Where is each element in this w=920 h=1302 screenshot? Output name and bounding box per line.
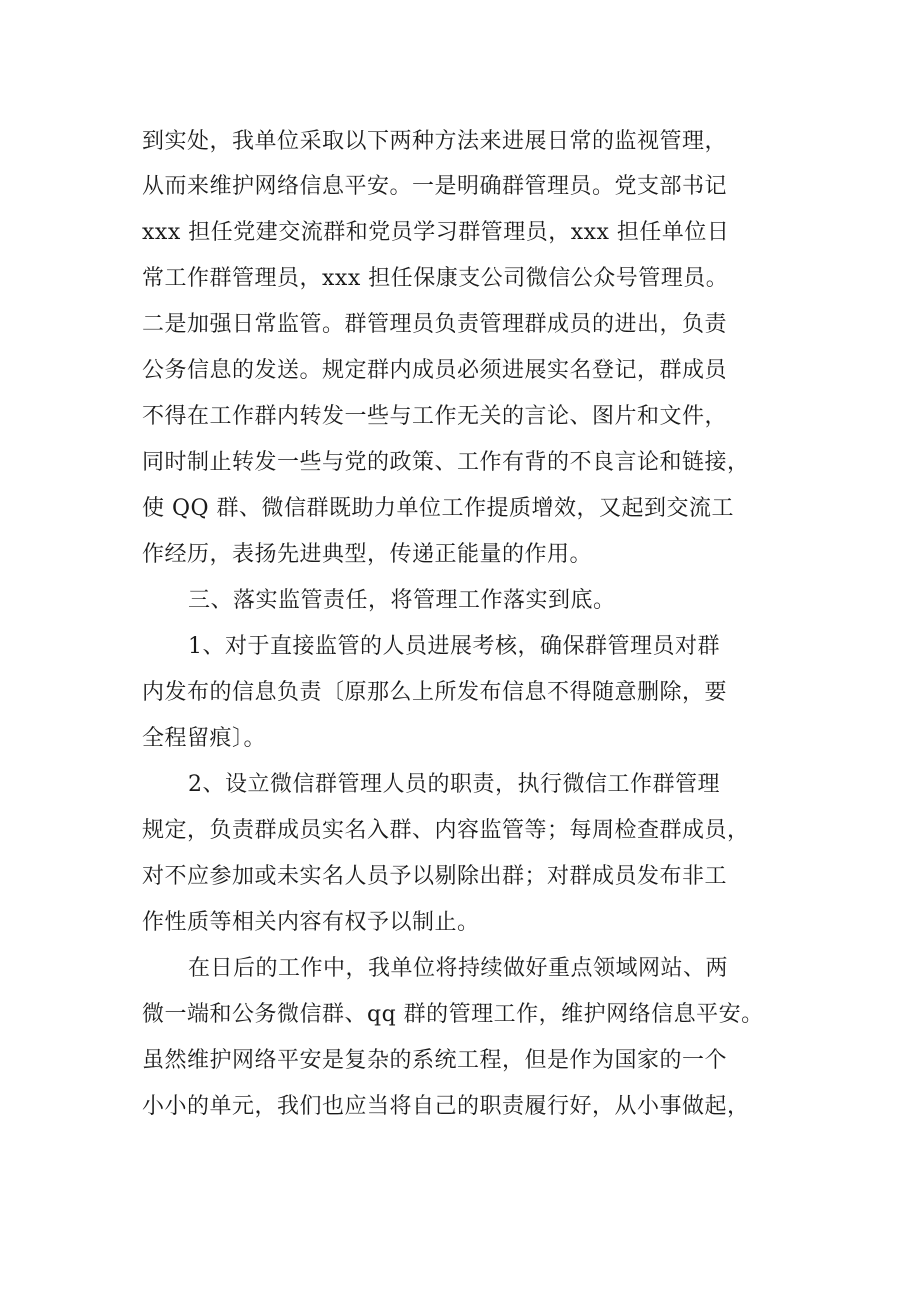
text-line: 作性质等相关内容有权予以制止。: [142, 910, 480, 935]
text-line: 公务信息的发送。规定群内成员必须进展实名登记，群成员: [142, 358, 728, 383]
text-line: 微一端和公务微信群、qq 群的管理工作，维护网络信息平安。: [142, 1002, 764, 1027]
text-line: 规定，负责群成员实名入群、内容监管等；每周检查群成员，: [142, 818, 750, 843]
text-line: 虽然维护网络平安是复杂的系统工程，但是作为国家的一个: [142, 1048, 728, 1073]
section-heading: 三、落实监管责任，将管理工作落实到底。: [188, 588, 616, 613]
text-line: 1、对于直接监管的人员进展考核，确保群管理员对群: [188, 634, 720, 659]
text-line: 二是加强日常监管。群管理员负责管理群成员的进出，负责: [142, 312, 728, 337]
text-line: 从而来维护网络信息平安。一是明确群管理员。党支部书记: [142, 174, 728, 199]
text-line: 同时制止转发一些与党的政策、工作有背的不良言论和链接，: [142, 450, 750, 475]
text-line: 内发布的信息负责〔原那么上所发布信息不得随意删除，要: [142, 680, 728, 705]
text-line: 全程留痕〕。: [142, 726, 267, 751]
text-line: 作经历，表扬先进典型，传递正能量的作用。: [142, 542, 593, 567]
text-line: 小小的单元，我们也应当将自己的职责履行好，从小事做起，: [142, 1094, 750, 1119]
text-line: 不得在工作群内转发一些与工作无关的言论、图片和文件，: [142, 404, 728, 429]
text-line: xxx 担任党建交流群和党员学习群管理员，xxx 担任单位日: [142, 220, 730, 245]
text-line: 2、设立微信群管理人员的职责，执行微信工作群管理: [188, 772, 720, 797]
text-line: 对不应参加或未实名人员予以剔除出群；对群成员发布非工: [142, 864, 728, 889]
text-line: 常工作群管理员，xxx 担任保康支公司微信公众号管理员。: [142, 266, 729, 291]
text-line: 使 QQ 群、微信群既助力单位工作提质增效，又起到交流工: [142, 496, 735, 521]
text-line: 在日后的工作中，我单位将持续做好重点领域网站、两: [188, 956, 729, 981]
text-line: 到实处，我单位采取以下两种方法来进展日常的监视管理，: [142, 129, 728, 154]
